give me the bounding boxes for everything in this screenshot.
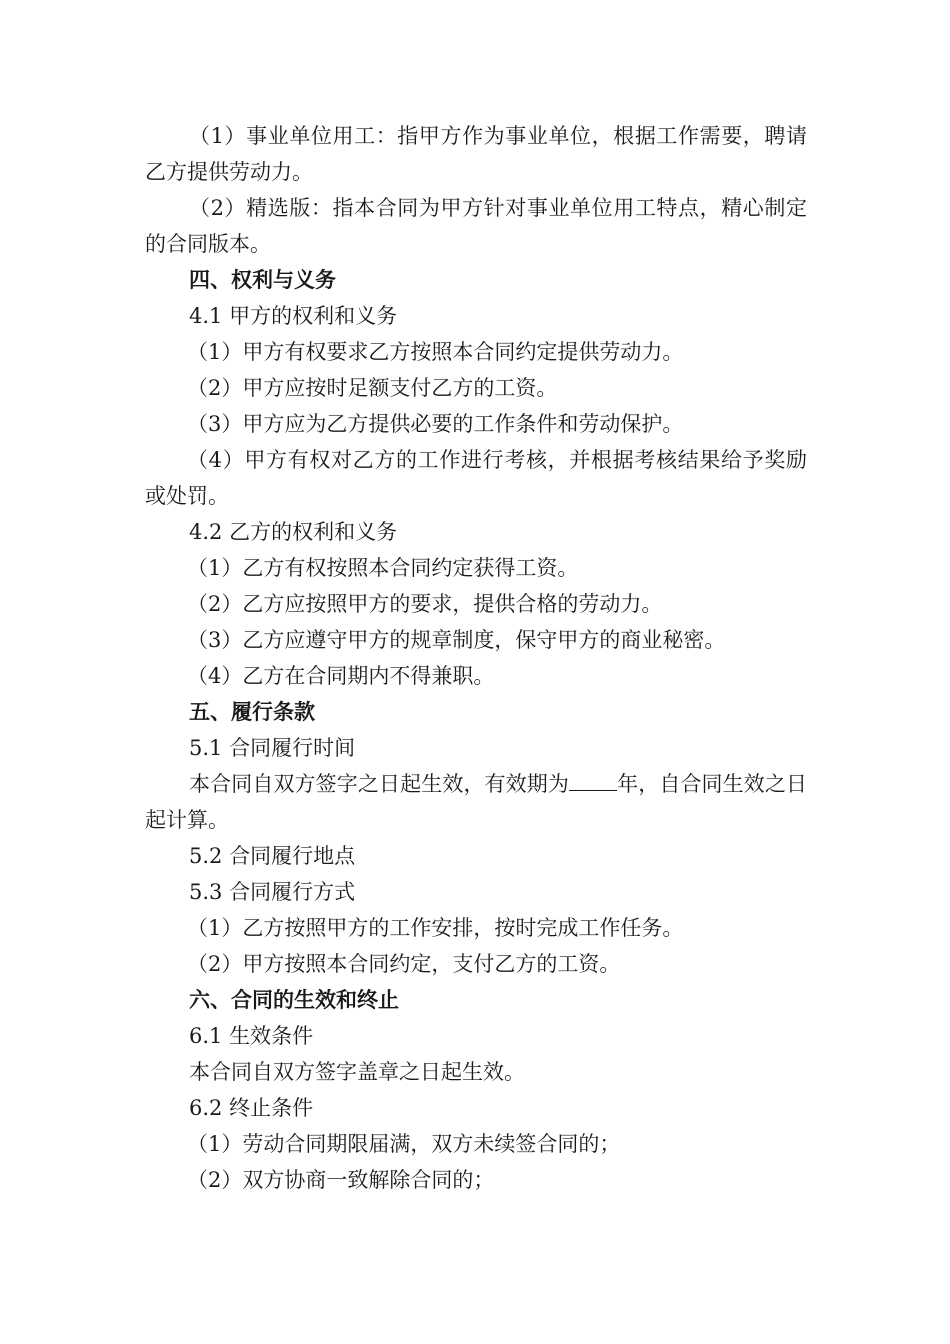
list-item: （4）甲方有权对乙方的工作进行考核，并根据考核结果给予奖励或处罚。	[145, 448, 807, 508]
paragraph-text-before-blank: 本合同自双方签字之日起生效，有效期为	[189, 772, 569, 796]
paragraph: （1）事业单位用工：指甲方作为事业单位，根据工作需要，聘请乙方提供劳动力。	[145, 124, 807, 184]
subsection-title: 5.1 合同履行时间	[189, 736, 356, 760]
paragraph: 本合同自双方签字盖章之日起生效。	[189, 1060, 525, 1084]
section-heading: 五、履行条款	[189, 700, 315, 724]
subsection-title: 5.2 合同履行地点	[189, 844, 356, 868]
list-item: （1）乙方按照甲方的工作安排，按时完成工作任务。	[187, 916, 684, 940]
subsection-title: 6.2 终止条件	[189, 1096, 314, 1120]
paragraph-text-after-blank: 年，自合同生效之日起计算。	[145, 772, 807, 832]
section-heading: 六、合同的生效和终止	[189, 988, 399, 1012]
list-item: （1）甲方有权要求乙方按照本合同约定提供劳动力。	[187, 340, 684, 364]
subsection-title: 4.2 乙方的权利和义务	[189, 520, 398, 544]
list-item: （1）乙方有权按照本合同约定获得工资。	[187, 556, 579, 580]
document-body	[145, 118, 807, 1198]
list-item: （3）乙方应遵守甲方的规章制度，保守甲方的商业秘密。	[187, 628, 726, 652]
subsection-title: 5.3 合同履行方式	[189, 880, 356, 904]
subsection-title: 6.1 生效条件	[189, 1024, 314, 1048]
list-item: （1）劳动合同期限届满，双方未续签合同的；	[187, 1132, 621, 1156]
section-heading: 四、权利与义务	[189, 268, 336, 292]
list-item: （2）乙方应按照甲方的要求，提供合格的劳动力。	[187, 592, 663, 616]
paragraph: （2）精选版：指本合同为甲方针对事业单位用工特点，精心制定的合同版本。	[145, 196, 807, 256]
fill-in-blank	[569, 772, 617, 791]
list-item: （4）乙方在合同期内不得兼职。	[187, 664, 495, 688]
list-item: （2）双方协商一致解除合同的；	[187, 1168, 495, 1192]
list-item: （2）甲方按照本合同约定，支付乙方的工资。	[187, 952, 621, 976]
fill-in-paragraph	[145, 766, 807, 838]
subsection-title: 4.1 甲方的权利和义务	[189, 304, 398, 328]
list-item: （2）甲方应按时足额支付乙方的工资。	[187, 376, 558, 400]
list-item: （3）甲方应为乙方提供必要的工作条件和劳动保护。	[187, 412, 684, 436]
